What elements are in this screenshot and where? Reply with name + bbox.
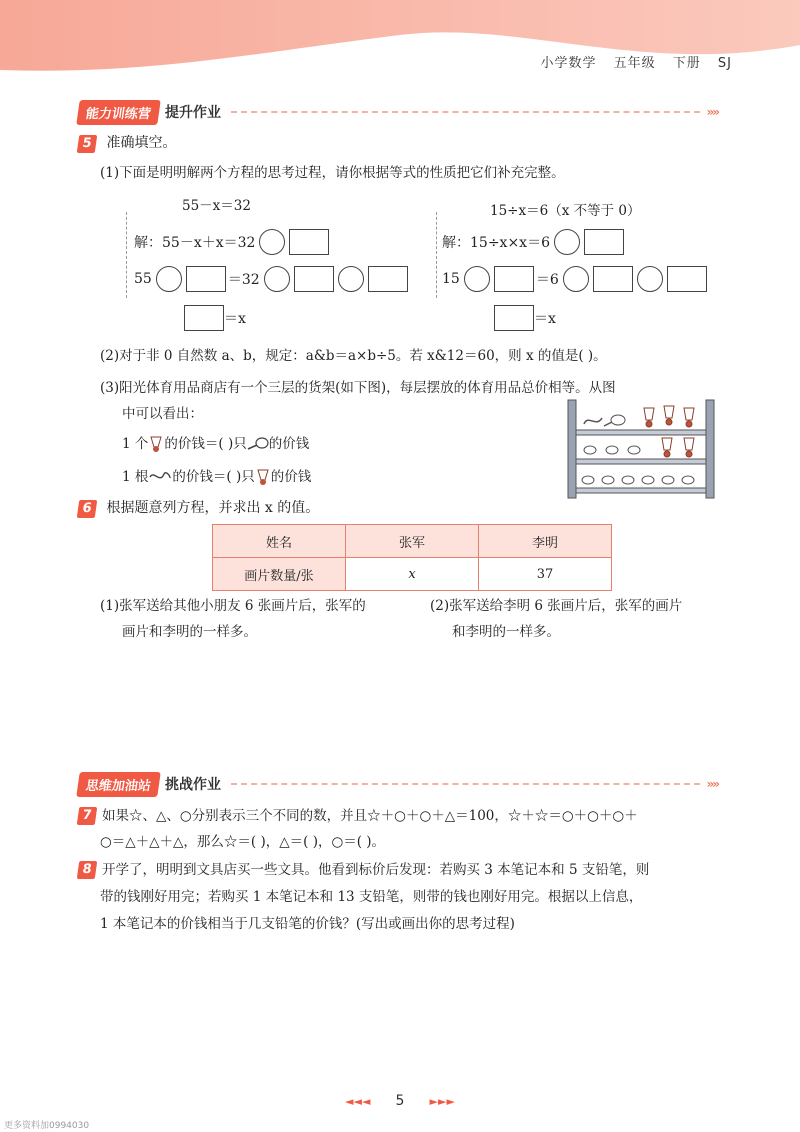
section-tag: 能力训练营 (76, 100, 161, 125)
q5-part3-line1 (122, 434, 309, 454)
question-text: 准确填空。 (106, 135, 177, 151)
prev-triangles-icon: ◄◄◄ (345, 1095, 371, 1108)
operator-blank-circle[interactable] (554, 229, 580, 255)
page-number: 5 (395, 1093, 405, 1109)
q6-sub1-line2: 画片和李明的一样多。 (122, 624, 257, 640)
q5-part3-cont: 中可以看出： (122, 406, 203, 422)
q5-part3-line1-b: 的价钱＝( )只 (164, 436, 247, 452)
q5-part3-line1-c: 的价钱 (268, 436, 310, 452)
eq-b-line1-text: 解：15÷x×x＝6 (442, 235, 550, 251)
number-blank-box[interactable] (294, 266, 334, 292)
question-text: 开学了，明明到文具店买一些文具。他看到标价后发现：若购买 3 本笔记本和 5 支铅笔，则 (102, 862, 650, 878)
question-number: 8 (77, 861, 98, 879)
q6-sub1-line1: (1)张军送给其他小朋友 6 张画片后，张军的 (100, 598, 366, 614)
eq-b-line3-text: ＝x (534, 311, 556, 327)
question-5-title (78, 133, 176, 153)
eq-a-line3 (184, 305, 246, 331)
section-subtitle: 提升作业 (165, 105, 222, 121)
eq-b-line2-mid: ＝6 (535, 272, 559, 288)
eq-a-line2 (134, 266, 408, 292)
section-divider (231, 783, 700, 785)
operator-blank-circle[interactable] (156, 266, 182, 292)
double-chevron-icon: »» (706, 777, 718, 791)
q5-part2-text: (2)对于非 0 自然数 a、b，规定：a&b＝a×b÷5。若 x&12＝60，则 x 的值是( )。 (100, 348, 607, 364)
operator-blank-circle[interactable] (637, 266, 663, 292)
question-7-line1 (78, 806, 638, 826)
number-blank-box[interactable] (368, 266, 408, 292)
eq-b-line2 (442, 266, 707, 292)
number-blank-box[interactable] (593, 266, 633, 292)
eq-a-line1 (134, 229, 329, 255)
q5-part3-line2-b: 的价钱＝( )只 (172, 469, 255, 485)
shuttlecock-icon (148, 435, 164, 453)
table-header: 李明 (479, 525, 612, 558)
q5-part1-text: (1)下面是明明解两个方程的思考过程，请你根据等式的性质把它们补充完整。 (100, 165, 565, 181)
eq-a-line0: 55－x＝32 (182, 198, 251, 214)
eq-b-line2-lead: 15 (442, 271, 460, 287)
eq-a-line2-mid: ＝32 (227, 272, 260, 288)
number-blank-box[interactable] (494, 266, 534, 292)
badminton-racket-icon (247, 437, 269, 451)
q5-part3-line1-a: 1 个 (122, 436, 149, 452)
header-edition: SJ (717, 56, 732, 71)
question-text: 如果☆、△、○分别表示三个不同的数，并且☆＋○＋○＋△＝100，☆＋☆＝○＋○＋○＋ (102, 808, 638, 824)
operator-blank-circle[interactable] (464, 266, 490, 292)
eq-a-line2-lead: 55 (134, 271, 152, 287)
question-8-line1 (78, 860, 649, 880)
header-subject: 小学数学 (540, 56, 597, 71)
number-blank-box[interactable] (667, 266, 707, 292)
table-cell: x (346, 558, 479, 591)
section-bar-ability (78, 100, 718, 124)
question-7-line2: ○＝△＋△＋△，那么☆＝( )，△＝( )，○＝( )。 (100, 834, 386, 850)
operator-blank-circle[interactable] (264, 266, 290, 292)
eq-b-guideline (436, 212, 437, 298)
operator-blank-circle[interactable] (259, 229, 285, 255)
q5-part3-line2-a: 1 根 (122, 469, 149, 485)
double-chevron-icon: »» (706, 105, 718, 119)
number-blank-box[interactable] (494, 305, 534, 331)
question-number: 7 (77, 807, 98, 825)
skipping-rope-icon (148, 470, 172, 484)
question-6-title (78, 498, 319, 518)
picture-card-table (212, 524, 612, 591)
q5-part3-line2-c: 的价钱 (270, 469, 312, 485)
operator-blank-circle[interactable] (563, 266, 589, 292)
sports-shelf-illustration (566, 398, 716, 500)
table-cell: 画片数量/张 (213, 558, 346, 591)
number-blank-box[interactable] (289, 229, 329, 255)
eq-a-line3-text: ＝x (224, 311, 246, 327)
question-8-line2: 带的钱刚好用完；若购买 1 本笔记本和 13 支铅笔，则带的钱也刚好用完。根据以上信息， (100, 889, 643, 905)
q5-part3-text: (3)阳光体育用品商店有一个三层的货架(如下图)，每层摆放的体育用品总价相等。从图 (100, 380, 616, 396)
q6-sub2-line1: (2)张军送给李明 6 张画片后，张军的画片 (430, 598, 683, 614)
eq-a-guideline (126, 212, 127, 298)
page-footer (0, 1090, 800, 1109)
section-divider (231, 111, 700, 113)
eq-b-line3 (494, 305, 556, 331)
next-triangles-icon: ►►► (429, 1095, 455, 1108)
operator-blank-circle[interactable] (338, 266, 364, 292)
header-grade: 五年级 (613, 56, 656, 71)
number-blank-box[interactable] (584, 229, 624, 255)
question-number: 5 (77, 135, 98, 153)
header-info (528, 52, 732, 71)
eq-a-line1-text: 解：55－x＋x＝32 (134, 235, 256, 251)
q5-part3-line2 (122, 467, 311, 487)
table-header: 姓名 (213, 525, 346, 558)
question-text: 根据题意列方程，并求出 x 的值。 (106, 500, 320, 516)
header-volume: 下册 (672, 56, 701, 71)
watermark-text: 更多资料加0994030 (4, 1121, 90, 1131)
section-bar-thinking (78, 772, 718, 796)
table-header: 张军 (346, 525, 479, 558)
eq-b-line0: 15÷x＝6（x 不等于 0） (490, 203, 641, 219)
table-cell: 37 (479, 558, 612, 591)
q6-sub2-line2: 和李明的一样多。 (452, 624, 560, 640)
section-tag: 思维加油站 (76, 772, 161, 797)
eq-b-line1 (442, 229, 624, 255)
section-subtitle: 挑战作业 (165, 777, 222, 793)
question-number: 6 (77, 500, 98, 518)
shuttlecock-icon (255, 468, 271, 486)
number-blank-box[interactable] (186, 266, 226, 292)
question-8-line3: 1 本笔记本的价钱相当于几支铅笔的价钱？(写出或画出你的思考过程) (100, 916, 515, 932)
number-blank-box[interactable] (184, 305, 224, 331)
